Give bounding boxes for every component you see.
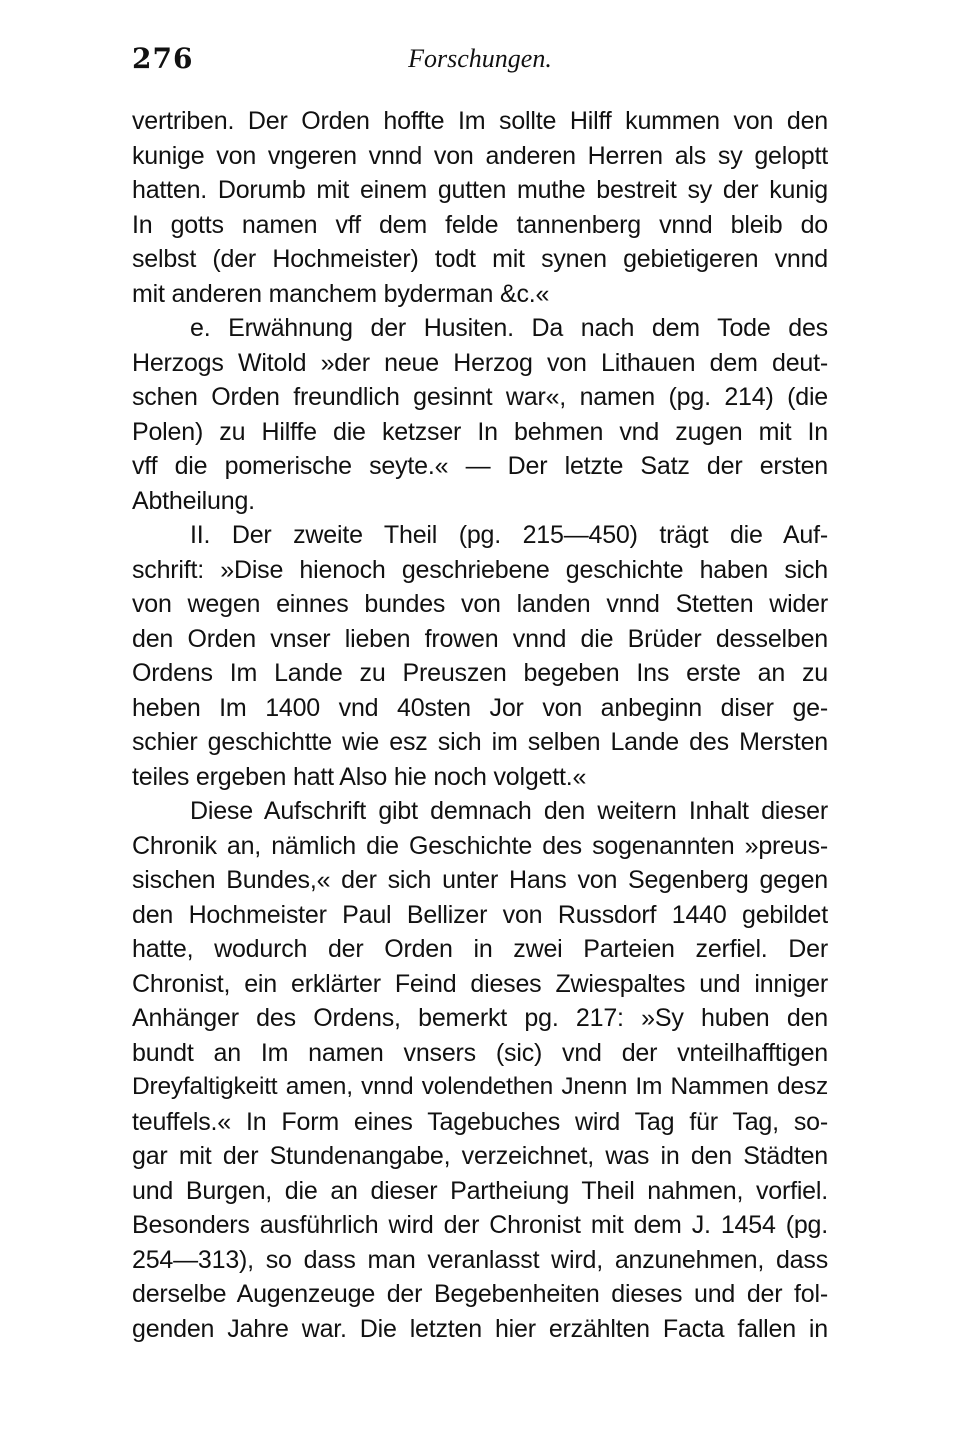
text-line: vertriben. Der Orden hoffte Im sollte Hilff kummen von den <box>132 107 828 135</box>
text-line: Ordens Im Lande zu Preuszen begeben Ins erste an zu <box>132 659 828 687</box>
running-head: Forschungen. <box>408 44 552 73</box>
page-number: 276 <box>132 42 194 75</box>
text-line: genden Jahre war. Die letzten hier erzählten Facta fallen in <box>132 1314 828 1343</box>
page-header <box>132 42 828 82</box>
text-line: von wegen einnes bundes von landen vnnd Stetten wider <box>132 590 828 618</box>
text-line: heben Im 1400 vnd 40sten Jor von anbeginn diser ge- <box>132 693 828 722</box>
text-line: und Burgen, die an dieser Partheiung Theil nahmen, vorfiel. <box>132 1176 828 1205</box>
text-line: schrift: »Dise hienoch geschriebene geschichte haben sich <box>132 555 828 584</box>
text-line: e. Erwähnung der Husiten. Da nach dem Tode des <box>190 314 828 342</box>
text-line: Anhänger des Ordens, bemerkt pg. 217: »Sy huben den <box>132 1004 828 1032</box>
text-line: Herzogs Witold »der neue Herzog von Lithauen dem deut- <box>132 348 828 377</box>
text-line: hatte, wodurch der Orden in zwei Parteien zerfiel. Der <box>132 935 828 963</box>
text-line: Besonders ausführlich wird der Chronist mit dem J. 1454 (pg. <box>132 1211 828 1239</box>
text-line: den Orden vnser lieben frowen vnnd die Brüder desselben <box>132 624 828 653</box>
text-line: Dreyfaltigkeitt amen, vnnd volendethen Jnenn Im Nammen desz <box>132 1073 828 1100</box>
text-line: hatten. Dorumb mit einem gutten muthe bestreit sy der kunig <box>132 176 828 204</box>
text-line: derselbe Augenzeuge der Begebenheiten dieses und der fol- <box>132 1280 828 1308</box>
text-line: Polen) zu Hilffe die ketzser In behmen vnd zugen mit In <box>132 417 828 446</box>
text-line: mit anderen manchem byderman &c.« <box>132 279 550 308</box>
body-text <box>132 104 828 1346</box>
text-line: Chronist, ein erklärter Feind dieses Zwiespaltes und inniger <box>132 969 828 998</box>
text-line: selbst (der Hochmeister) todt mit synen gebietigeren vnnd <box>132 245 828 273</box>
text-line: bundt an Im namen vnsers (sic) vnd der vnteilhafftigen <box>132 1038 828 1067</box>
text-line: Abtheilung. <box>132 486 255 515</box>
text-line: gar mit der Stundenangabe, verzeichnet, was in den Städten <box>132 1142 828 1170</box>
text-line: teuffels.« In Form eines Tagebuches wird Tag für Tag, so- <box>132 1107 828 1136</box>
text-line: schen Orden freundlich gesinnt war«, namen (pg. 214) (die <box>132 383 828 411</box>
text-line: kunige von vngeren vnnd von anderen Herren als sy geloptt <box>132 141 828 170</box>
text-line: Chronik an, nämlich die Geschichte des sogenannten »preus- <box>132 831 828 860</box>
text-line: Diese Aufschrift gibt demnach den weitern Inhalt dieser <box>190 797 828 825</box>
text-line: sischen Bundes,« der sich unter Hans von Segenberg gegen <box>132 866 828 894</box>
text-line: 254—313), so dass man veranlasst wird, anzunehmen, dass <box>132 1245 828 1274</box>
text-line: vff die pomerische seyte.« — Der letzte Satz der ersten <box>132 452 828 480</box>
text-line: In gotts namen vff dem felde tannenberg vnnd bleib do <box>132 210 828 239</box>
text-line: den Hochmeister Paul Bellizer von Russdorf 1440 gebildet <box>132 900 828 929</box>
text-line: schier geschichtte wie esz sich im selben Lande des Mersten <box>132 728 828 756</box>
text-line: teiles ergeben hatt Also hie noch volgett.« <box>132 762 587 791</box>
text-line: II. Der zweite Theil (pg. 215—450) trägt die Auf- <box>190 521 828 549</box>
